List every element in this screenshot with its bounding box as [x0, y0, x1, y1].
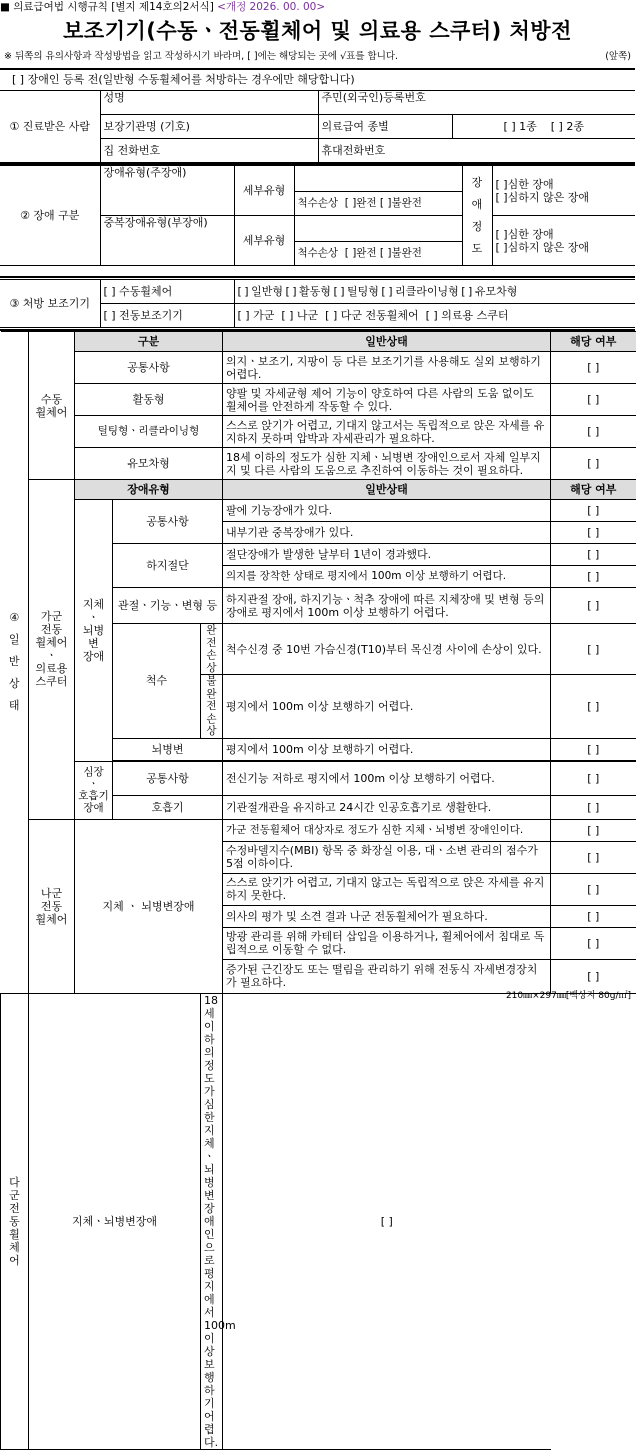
- sub-spinal-label: 척수손상: [297, 247, 339, 260]
- pre-registration-checkbox[interactable]: [ ] 장애인 등록 전(일반형 수동휠체어를 처방하는 경우에만 해당합니다): [12, 72, 355, 86]
- active-type-checkbox[interactable]: [ ] 활동형: [285, 285, 331, 298]
- complete-injury: 완전손상: [201, 624, 223, 675]
- physical-brain-disability: 지체 ㆍ 뇌병변 장애: [75, 500, 113, 762]
- ga-header-applicable: 해당 여부: [551, 480, 636, 500]
- page-title: 보조기기(수동ㆍ전동휠체어 및 의료용 스쿠터) 처방전: [63, 19, 572, 43]
- ga-header-type: 장애유형: [75, 480, 223, 500]
- section4-label: ④ 일 반 상 태: [1, 332, 29, 994]
- manual-common-check[interactable]: [ ]: [551, 352, 636, 384]
- manual-stroller-check[interactable]: [ ]: [551, 448, 636, 480]
- revision-date: <개정 2026. 00. 00>: [217, 1, 326, 13]
- medical-type-options: [452, 115, 635, 139]
- da-check[interactable]: [ ]: [223, 993, 551, 1449]
- main-spinal-label: 척수손상: [297, 197, 339, 210]
- main-detail-field[interactable]: [294, 166, 462, 192]
- disability-degree-label: 장 애 정 도: [462, 166, 492, 266]
- sub-detail-field[interactable]: [294, 216, 462, 242]
- na-row5-check[interactable]: [ ]: [551, 927, 636, 959]
- manual-tilting-cat: 틸팅형ㆍ리클라이닝형: [75, 416, 223, 448]
- manual-header-category: 구분: [75, 332, 223, 352]
- na-row2-desc: 수정바델지수(MBI) 항목 중 화장실 이용, 대ㆍ소변 관리의 점수가 5점 이하이다.: [223, 841, 551, 873]
- complete-injury-desc: 척수신경 중 10번 가슴신경(T10)부터 목신경 사이에 손상이 있다.: [223, 624, 551, 675]
- da-disability-type: 지체ㆍ뇌병변장애: [29, 993, 201, 1449]
- brain-lesion-desc: 평지에서 100m 이상 보행하기 어렵다.: [223, 738, 551, 760]
- ga-group: 가군 전동 휠체어 ㆍ 의료용 스쿠터: [29, 480, 75, 820]
- manual-common-cat: 공통사항: [75, 352, 223, 384]
- sub-spinal-row: [294, 242, 462, 266]
- na-row6-desc: 증가된 근긴장도 또는 떨림을 관리하기 위해 전동식 자세변경장치가 필요하다.: [223, 959, 551, 993]
- manual-header-state: 일반상태: [223, 332, 551, 352]
- respiratory-check[interactable]: [ ]: [551, 795, 636, 819]
- brain-lesion-check[interactable]: [ ]: [551, 738, 636, 760]
- ga-common1-desc: 팔에 기능장애가 있다.: [223, 500, 551, 522]
- na-row1-desc: 가군 전동휠체어 대상자로 정도가 심한 지체ㆍ뇌병변 장애인이다.: [223, 819, 551, 841]
- respiratory-desc: 기관절개관을 유지하고 24시간 인공호흡기로 생활한다.: [223, 795, 551, 819]
- sub-not-severe-checkbox[interactable]: [ ]심하지 않은 장애: [495, 240, 589, 254]
- group-na-checkbox[interactable]: [ ] 나군: [281, 309, 319, 322]
- da-desc: 18세 이하의 정도가 심한 지체ㆍ뇌병변 장애인으로 평지에서 100m 이상 보행하기 어렵다.: [201, 993, 223, 1449]
- ga-common1-check[interactable]: [ ]: [551, 500, 636, 522]
- manual-tilting-desc: 스스로 앉기가 어렵고, 기대지 않고서는 독립적으로 앉은 자세를 유지하지 못하며 압박과 자세관리가 필요하다.: [223, 416, 551, 448]
- na-row4-desc: 의사의 평가 및 소견 결과 나군 전동휠체어가 필요하다.: [223, 905, 551, 927]
- incomplete-injury: 불완전손상: [201, 675, 223, 739]
- manual-header-applicable: 해당 여부: [551, 332, 636, 352]
- section2-table: [0, 165, 635, 266]
- manual-stroller-cat: 유모차형: [75, 448, 223, 480]
- na-row2-check[interactable]: [ ]: [551, 841, 636, 873]
- amputation-cat: 하지절단: [113, 544, 223, 588]
- medical-scooter-checkbox[interactable]: [ ] 의료용 스쿠터: [425, 309, 509, 322]
- power-device-types: [234, 304, 635, 328]
- manual-active-desc: 양팔 및 자세균형 제어 기능이 양호하여 다른 사람의 도움 없이도 휠체어를 안전하게 작동할 수 있다.: [223, 384, 551, 416]
- sub-spinal-options[interactable]: [ ]완전 [ ]불완전: [344, 247, 422, 260]
- home-phone-field[interactable]: 집 전화번호: [100, 139, 318, 163]
- ga-header-state: 일반상태: [223, 480, 551, 500]
- ga-common-cat: 공통사항: [113, 500, 223, 544]
- na-disability-type: 지체 ㆍ 뇌병변장애: [75, 819, 223, 993]
- group-da-checkbox[interactable]: [ ] 다군 전동휠체어: [325, 309, 419, 322]
- main-severe-checkbox[interactable]: [ ]심한 장애: [495, 177, 554, 191]
- group-ga-checkbox[interactable]: [ ] 가군: [237, 309, 275, 322]
- pre-registration-table: [0, 70, 635, 88]
- ga-common2-check[interactable]: [ ]: [551, 522, 636, 544]
- na-row3-check[interactable]: [ ]: [551, 873, 636, 905]
- general-type-checkbox[interactable]: [ ] 일반형: [237, 285, 283, 298]
- joint-cat: 관절ㆍ기능ㆍ변형 등: [113, 588, 223, 624]
- na-group: 나군 전동 휠체어: [29, 819, 75, 993]
- section3-label: ③ 처방 보조기기: [0, 280, 100, 328]
- medical-type-label: 의료급여 종별: [318, 115, 452, 139]
- respiratory-cat: 호흡기: [113, 795, 223, 819]
- sub-detail-label: 세부유형: [234, 216, 294, 266]
- incomplete-injury-check[interactable]: [ ]: [551, 675, 636, 739]
- da-group: 다군 전동 휠체어: [1, 993, 29, 1449]
- main-detail-label: 세부유형: [234, 166, 294, 216]
- main-degree-options: [492, 166, 635, 216]
- reclining-type-checkbox[interactable]: [ ] 리클라이닝형: [381, 285, 459, 298]
- form-header: [0, 0, 635, 14]
- law-reference: ■ 의료급여법 시행규칙 [별지 제14호의2서식]: [0, 1, 214, 13]
- instruction-text: ※ 뒤쪽의 유의사항과 작성방법을 읽고 작성하시기 바라며, [ ]에는 해당되는 곳에 √표를 합니다.: [4, 51, 399, 62]
- manual-tilting-check[interactable]: [ ]: [551, 416, 636, 448]
- sub-degree-options: [492, 216, 635, 266]
- amputation1-check[interactable]: [ ]: [551, 544, 636, 566]
- sub-severe-checkbox[interactable]: [ ]심한 장애: [495, 227, 554, 241]
- na-row3-desc: 스스로 앉기가 어렵고, 기대지 않고는 독립적으로 앉은 자세를 유지하지 못한다.: [223, 873, 551, 905]
- na-row4-check[interactable]: [ ]: [551, 905, 636, 927]
- name-field[interactable]: 성명: [100, 91, 318, 115]
- manual-wheelchair-group: 수동 휠체어: [29, 332, 75, 480]
- main-spinal-options[interactable]: [ ]완전 [ ]불완전: [344, 197, 422, 210]
- main-spinal-row: [294, 192, 462, 216]
- cardiac-common-desc: 전신기능 저하로 평지에서 100m 이상 보행하기 어렵다.: [223, 761, 551, 795]
- cardiac-respiratory-disability: 심장 ㆍ 호흡기 장애: [75, 761, 113, 819]
- manual-wheelchair-checkbox[interactable]: [ ] 수동휠체어: [100, 280, 234, 304]
- na-row1-check[interactable]: [ ]: [551, 819, 636, 841]
- tilting-type-checkbox[interactable]: [ ] 틸팅형: [333, 285, 379, 298]
- type2-checkbox[interactable]: [ ] 2종: [550, 120, 584, 133]
- section3-table: [0, 279, 635, 328]
- na-row6-check[interactable]: [ ]: [551, 959, 636, 993]
- brain-lesion-cat: 뇌병변: [113, 738, 223, 760]
- amputation1-desc: 절단장애가 발생한 날부터 1년이 경과했다.: [223, 544, 551, 566]
- stroller-type-checkbox[interactable]: [ ] 유모차형: [461, 285, 518, 298]
- cardiac-common-cat: 공통사항: [113, 761, 223, 795]
- rrn-field[interactable]: 주민(외국인)등록번호: [318, 91, 635, 115]
- manual-wheelchair-types: [234, 280, 635, 304]
- type1-checkbox[interactable]: [ ] 1종: [503, 120, 537, 133]
- power-device-checkbox[interactable]: [ ] 전동보조기기: [100, 304, 234, 328]
- amputation2-desc: 의지를 장착한 상태로 평지에서 100m 이상 보행하기 어렵다.: [223, 566, 551, 588]
- spinal-cat: 척수: [113, 624, 201, 739]
- manual-stroller-desc: 18세 이하의 정도가 심한 지체ㆍ뇌병변 장애인으로서 자체 일부지지 및 다른 사람의 도움으로 추진하여 이동하는 것이 필요하다.: [223, 448, 551, 480]
- institution-field[interactable]: 보장기관명 (기호): [100, 115, 318, 139]
- section2-label: ② 장애 구분: [0, 166, 100, 266]
- manual-active-check[interactable]: [ ]: [551, 384, 636, 416]
- page-side: (앞쪽): [605, 51, 631, 62]
- paper-spec: 210㎜×297㎜[백상지 80g/㎡]: [505, 991, 631, 1001]
- joint-desc: 하지관절 장애, 하지기능ㆍ척추 장애에 따른 지체장애 및 변형 등의 장애로 평지에서 100m 이상 보행하기 어렵다.: [223, 588, 551, 624]
- na-row5-desc: 방광 관리를 위해 카테터 삽입을 이용하거나, 휠체어에서 침대로 독립적으로 이동할 수 없다.: [223, 927, 551, 959]
- section2-bottom-rule: [0, 276, 635, 278]
- manual-common-desc: 의지ㆍ보조기, 지팡이 등 다른 보조기기를 사용해도 실외 보행하기 어렵다.: [223, 352, 551, 384]
- sub-disability-type: 중복장애유형(부장애): [100, 216, 234, 266]
- section4-table: [0, 331, 636, 1450]
- section1-table: [0, 90, 635, 163]
- section1-label: ① 진료받은 사람: [0, 91, 100, 163]
- incomplete-injury-desc: 평지에서 100m 이상 보행하기 어렵다.: [223, 675, 551, 739]
- joint-check[interactable]: [ ]: [551, 588, 636, 624]
- ga-common2-desc: 내부기관 중복장애가 있다.: [223, 522, 551, 544]
- mobile-phone-field[interactable]: 휴대전화번호: [318, 139, 635, 163]
- amputation2-check[interactable]: [ ]: [551, 566, 636, 588]
- manual-active-cat: 활동형: [75, 384, 223, 416]
- cardiac-common-check[interactable]: [ ]: [551, 761, 636, 795]
- main-not-severe-checkbox[interactable]: [ ]심하지 않은 장애: [495, 190, 589, 204]
- instruction-note: [4, 50, 631, 64]
- complete-injury-check[interactable]: [ ]: [551, 624, 636, 675]
- main-disability-type: 장애유형(주장애): [100, 166, 234, 216]
